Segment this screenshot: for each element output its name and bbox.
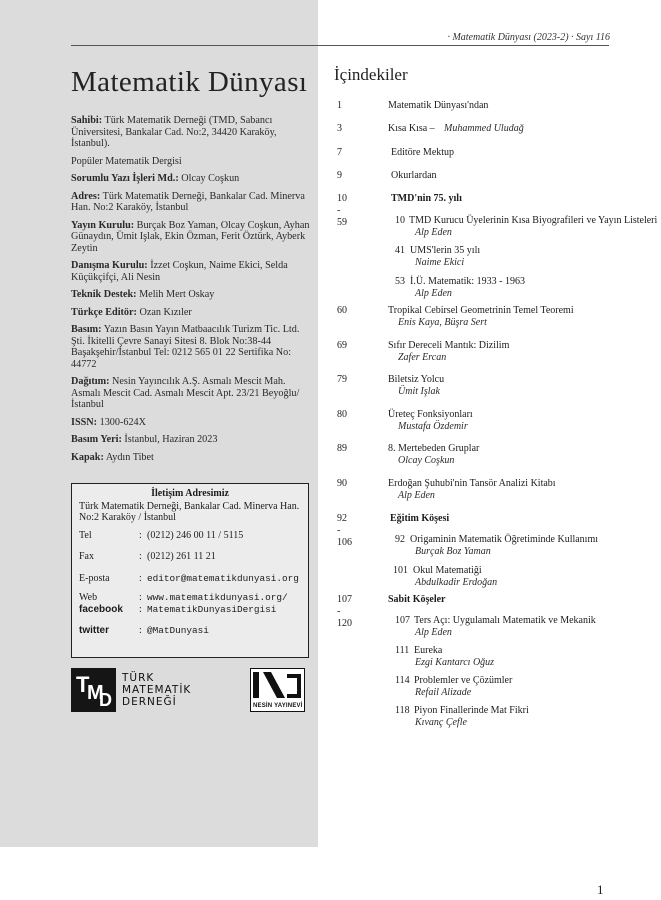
toc-entry-author: Alp Eden (398, 490, 435, 501)
facebook-row (79, 604, 301, 616)
owner-value: Türk Matematik Derneği (TMD, Sabancı Üniversitesi, Bankalar Cad. No:2, 34420 Karaköy, İstanbul). (71, 115, 277, 149)
board-label: Yayın Kurulu: (71, 219, 135, 231)
advisory-info (71, 260, 311, 283)
toc-entry-author: Ezgi Kantarcı Oğuz (415, 657, 495, 668)
fax-row (79, 551, 301, 563)
toc-entry-author: Alp Eden (415, 227, 452, 238)
distribution-label: Dağıtım: (71, 376, 110, 387)
toc-entry-page: 101 (393, 565, 408, 576)
web-link[interactable]: www.matematikdunyasi.org/ (147, 592, 288, 603)
toc-entry-author: Abdulkadir Erdoğan (415, 577, 498, 588)
turkish-editor-value: Ozan Kızıler (139, 306, 192, 318)
print-info (71, 324, 311, 370)
toc-entry-page: 89 (337, 443, 347, 454)
advisory-value: İzzet Coşkun, Naime Ekici, Selda Küçükçifçi, Ali Nesin (71, 260, 288, 283)
fax-separator: : (139, 551, 142, 562)
toc-entry-author: Mustafa Özdemir (398, 421, 468, 432)
toc-entry-page: 118 (395, 705, 410, 716)
toc-entry-title: Üreteç Fonksiyonları (388, 409, 473, 420)
toc-entry-page: 9 (337, 170, 342, 181)
tmd-logo-line-3: DERNEĞİ (122, 696, 177, 708)
page-number: 1 (597, 882, 604, 897)
email-separator: : (139, 572, 142, 584)
toc-entry-title: Editöre Mektup (391, 147, 455, 158)
tech-info (71, 289, 311, 301)
advisory-label: Danışma Kurulu: (71, 260, 148, 271)
toc-entry-page: 92 (395, 534, 405, 545)
tmd-logo-text (122, 672, 191, 708)
toc-entry-title: TMD Kurucu Üyelerinin Kısa Biyografileri ve Yayın Listeleri (409, 215, 658, 226)
header-rule (71, 45, 609, 46)
toc-entry-title: 8. Mertebeden Gruplar (388, 443, 480, 454)
web-separator: : (139, 592, 142, 603)
toc-entry-author: Alp Eden (415, 288, 452, 299)
toc-entry-title: Problemler ve Çözümler (414, 675, 513, 686)
twitter-separator: : (139, 625, 142, 636)
magazine-title: Matematik Dünyası (71, 66, 308, 98)
toc-entry-title: Eureka (414, 645, 443, 656)
tmd-logo-line-2: MATEMATİK (122, 684, 192, 696)
toc-entry-page: 107 (395, 615, 410, 626)
print-place-value: İstanbul, Haziran 2023 (124, 434, 218, 445)
distribution-info (71, 376, 311, 411)
editor-label: Sorumlu Yazı İşleri Md.: (71, 173, 179, 184)
tech-label: Teknik Destek: (71, 289, 137, 300)
toc-entry-author: Alp Eden (415, 627, 452, 638)
distribution-value: Nesin Yayıncılık A.Ş. Asmalı Mescit Mah. Asmalı Mescit Cad. Asmalı Mescit Apt. 23/21 Beyoğlu/İstanbul (71, 376, 300, 410)
toc-entry-title: Erdoğan Şuhubi'nin Tansör Analizi Kitabı (388, 478, 556, 489)
toc-entry-page: 7 (337, 147, 342, 158)
toc-entry-page: 60 (337, 305, 347, 316)
address-label: Adres: (71, 190, 101, 202)
toc-entry-author: Burçak Boz Yaman (415, 546, 491, 557)
facebook-link[interactable]: MatematikDunyasiDergisi (147, 603, 277, 615)
toc-section-pages: 92 - 106 (337, 513, 352, 548)
toc-title: İçindekiler (334, 65, 408, 84)
toc-entry-page: 69 (337, 340, 347, 351)
running-head: · Matematik Dünyası (2023-2) · Sayı 116 (447, 32, 610, 43)
toc-entry-author: Refail Alizade (415, 687, 472, 698)
tmd-mark-icon: T M D (71, 668, 116, 712)
tech-value: Melih Mert Oskay (139, 289, 215, 300)
board-value: Burçak Boz Yaman, Olcay Coşkun, Ayhan Günaydın, Ümit Işlak, Ekin Özman, Ferit Öztürk, Ayberk Zeytin (71, 219, 310, 254)
web-row (79, 592, 301, 604)
toc-entry-author: Zafer Ercan (398, 352, 447, 363)
toc-entry-page: 111 (395, 645, 410, 656)
toc-entry-author: Ümit Işlak (398, 386, 440, 397)
address-value: Türk Matematik Derneği, Bankalar Cad. Minerva Han. No:2 Karaköy, İstanbul (71, 190, 305, 213)
facebook-separator: : (139, 603, 142, 615)
tmd-logo (71, 668, 191, 712)
issn-info (71, 417, 311, 429)
toc-entry-page: 3 (337, 123, 342, 134)
fax-value: (0212) 261 11 21 (147, 551, 216, 562)
print-label: Basım: (71, 324, 102, 335)
tel-row (79, 530, 301, 542)
toc-entry-title: Matematik Dünyası'ndan (388, 100, 489, 111)
tel-value: (0212) 246 00 11 / 5115 (147, 529, 244, 541)
toc-section-pages: 107 - 120 (337, 594, 352, 629)
tel-separator: : (139, 529, 142, 541)
contact-box (71, 483, 309, 658)
toc-entry-author: Naime Ekici (415, 257, 465, 268)
toc-entry-author: Olcay Coşkun (398, 455, 455, 466)
toc-entry-page: 53 (395, 276, 405, 287)
print-place-label: Basım Yeri: (71, 434, 122, 445)
email-label: E-posta (79, 572, 110, 584)
board-info (71, 220, 311, 255)
toc-entry-page: 114 (395, 675, 410, 686)
toc-entry-title: İ.Ü. Matematik: 1933 - 1963 (410, 276, 525, 287)
toc-entry-page: 1 (337, 100, 342, 111)
contact-address: Türk Matematik Derneği, Bankalar Cad. Minerva Han. No:2 Karaköy / İstanbul (79, 500, 300, 523)
turkish-editor-info (71, 307, 311, 319)
cover-label: Kapak: (71, 451, 104, 463)
facebook-icon: facebook (79, 603, 123, 615)
toc-section-title: Sabit Köşeler (388, 594, 446, 605)
twitter-icon: twitter (79, 625, 109, 636)
owner-label: Sahibi: (71, 115, 103, 126)
contact-title: İletişim Adresimiz (151, 488, 229, 499)
twitter-row (79, 625, 301, 637)
toc-entry-title: Origaminin Matematik Öğretiminde Kullanımı (410, 534, 599, 545)
tel-label: Tel (79, 529, 92, 541)
print-value: Yazın Basın Yayın Matbaacılık Turizm Tic. Ltd. Şti. İkitelli Çevre Sanayi Sitesi 8. Blok No:38-44 Başakşehir/İstanbul Tel: 0212 565 01 22 Sertifika No: 44772 (71, 324, 300, 370)
email-link[interactable]: editor@matematikdunyasi.org (147, 572, 299, 584)
toc-entry-page: 79 (337, 374, 347, 385)
toc-entry-title: Okurlardan (391, 170, 437, 181)
owner-info (71, 115, 311, 150)
issn-value: 1300-624X (99, 416, 146, 428)
toc-entry-title: Piyon Finallerinde Mat Fikri (414, 705, 529, 716)
email-row (79, 573, 301, 585)
twitter-link[interactable]: @MatDunyasi (147, 625, 209, 636)
toc-entry-author: Kıvanç Çefle (415, 717, 467, 728)
toc-entry-title: Biletsiz Yolcu (388, 374, 445, 385)
toc-entry-title: Sıfır Dereceli Mantık: Dizilim (388, 340, 510, 351)
toc-entry-title: Okul Matematiği (413, 565, 482, 576)
cover-info (71, 452, 311, 464)
editor-value: Olcay Coşkun (181, 173, 240, 184)
toc-section-title: TMD'nin 75. yılı (391, 193, 462, 204)
toc-entry-page: 10 (395, 215, 405, 226)
nesin-mark-icon (251, 669, 304, 703)
toc-entry-author: Muhammed Uludağ (444, 123, 524, 134)
toc-entry-title: Kısa Kısa – (388, 123, 435, 134)
toc-section-pages: 10 - 59 (337, 193, 347, 228)
toc-entry-title: Tropikal Cebirsel Geometrinin Temel Teoremi (388, 305, 574, 316)
toc-entry-page: 80 (337, 409, 347, 420)
issn-label: ISSN: (71, 416, 98, 428)
nesin-logo-text: NESİN YAYINEVİ (253, 703, 303, 709)
editor-info (71, 173, 311, 185)
fax-label: Fax (79, 551, 94, 562)
print-place-info (71, 434, 311, 446)
tagline: Popüler Matematik Dergisi (71, 155, 182, 167)
toc-entry-title: Ters Açı: Uygulamalı Matematik ve Mekanik (414, 615, 596, 626)
toc-entry-title: UMS'lerin 35 yılı (410, 245, 481, 256)
web-label: Web (79, 592, 98, 603)
nesin-logo (250, 668, 305, 712)
masthead (71, 115, 311, 469)
toc-entry-page: 41 (395, 245, 405, 256)
toc-entry-page: 90 (337, 478, 347, 489)
toc-entry-author: Enis Kaya, Büşra Sert (398, 317, 487, 328)
toc-section-title: Eğitim Köşesi (390, 513, 450, 524)
address-info (71, 191, 311, 214)
tmd-logo-line-1: TÜRK (122, 672, 155, 684)
turkish-editor-label: Türkçe Editör: (71, 306, 137, 318)
cover-value: Aydın Tibet (105, 451, 154, 463)
